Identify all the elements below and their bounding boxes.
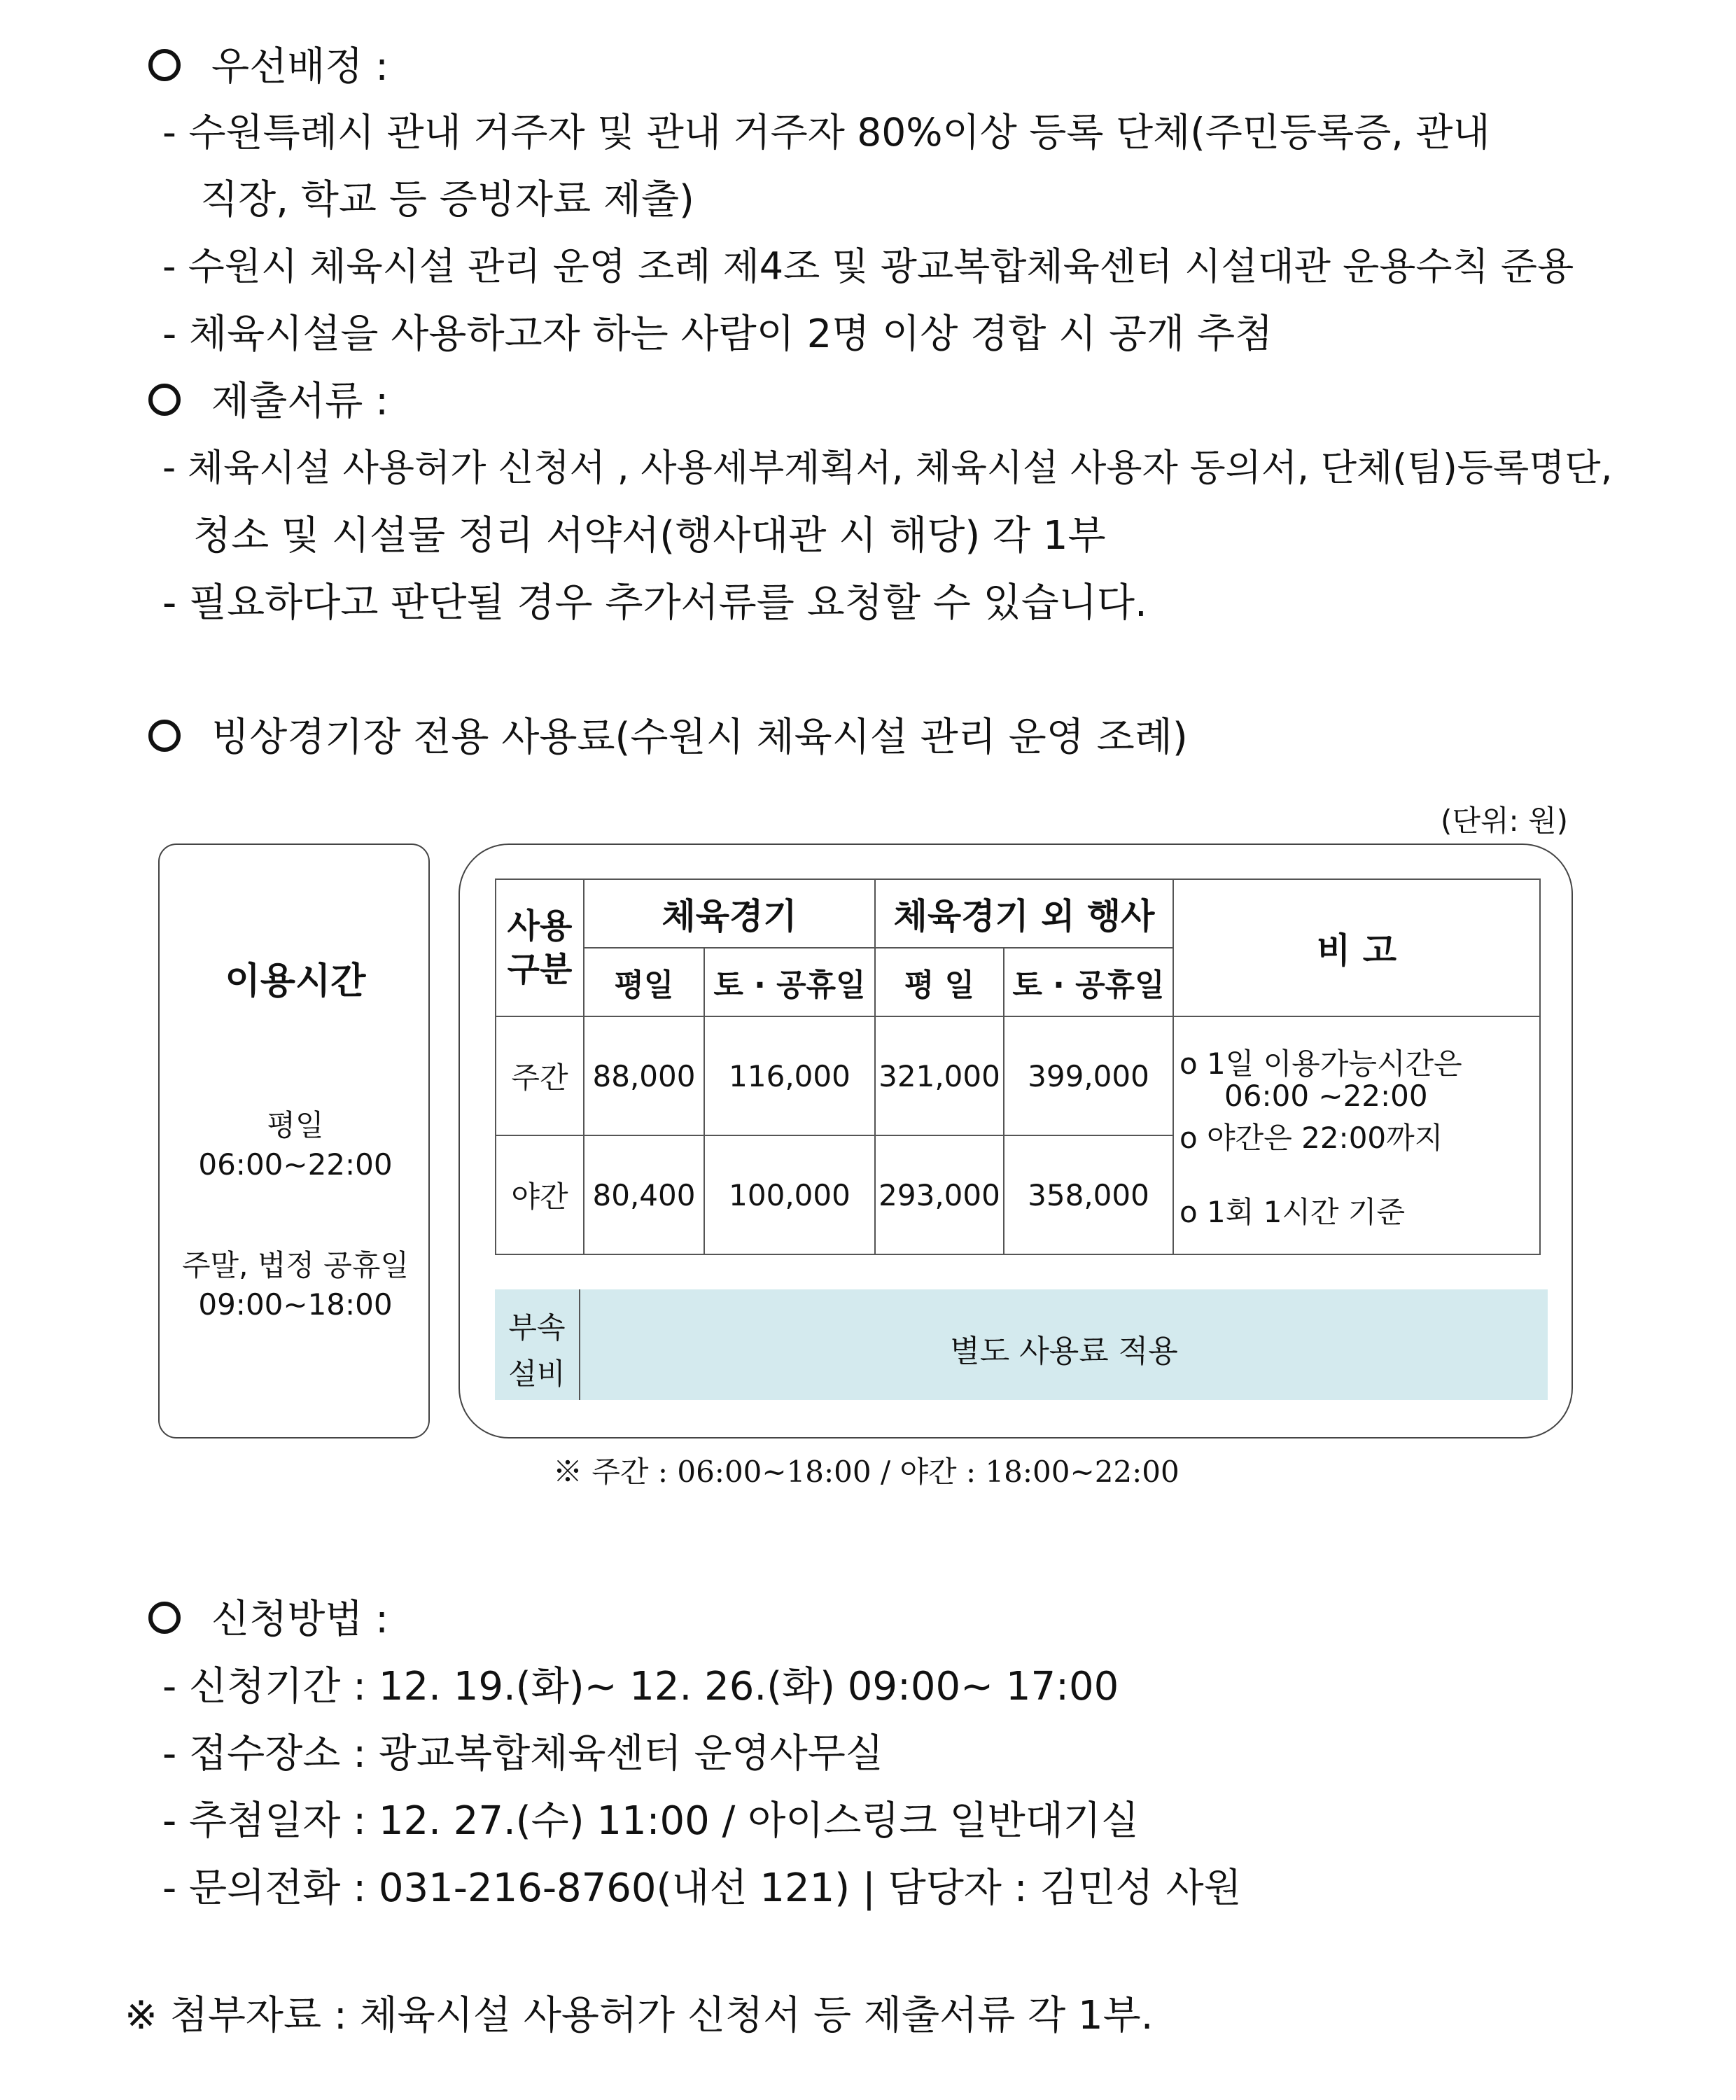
usage-weekend-time: 09:00~18:00 (198, 1287, 393, 1322)
attachment-note: ※ 첨부자료 : 체육시설 사용허가 신청서 등 제출서류 각 1부. (125, 1993, 1154, 2038)
usage-weekend-label: 주말, 법정 공휴일 (181, 1248, 410, 1282)
circle-bullet-icon (148, 720, 181, 752)
table-row (496, 1016, 1540, 1135)
table-header-row (496, 879, 1540, 948)
fee-cell: 88,000 (584, 1016, 704, 1135)
priority-line-1-cont: 직장, 학교 등 증빙자료 제출) (200, 177, 694, 223)
equipment-value: 별도 사용료 적용 (950, 1334, 1178, 1369)
time-footnote: ※ 주간 : 06:00~18:00 / 야간 : 18:00~22:00 (553, 1455, 1180, 1489)
row-label-night: 야간 (496, 1135, 584, 1254)
fee-cell: 100,000 (704, 1135, 875, 1254)
equipment-label: 부속 설비 (495, 1289, 580, 1400)
documents-line-1: - 체육시설 사용허가 신청서 , 사용세부계획서, 체육시설 사용자 동의서, 단체(팀)등록명단, (162, 447, 1613, 489)
documents-line-1-cont: 청소 및 시설물 정리 서약서(행사대관 시 해당) 각 1부 (193, 513, 1106, 559)
priority-line-1: - 수원특례시 관내 거주자 및 관내 거주자 80%이상 등록 단체(주민등록증, 관내 (162, 110, 1490, 155)
equipment-row (495, 1289, 1548, 1400)
fee-cell: 293,000 (875, 1135, 1004, 1254)
note-available-hours: o 1일 이용가능시간은 (1180, 1046, 1462, 1081)
documents-line-2: - 필요하다고 판단될 경우 추가서류를 요청할 수 있습니다. (162, 580, 1147, 626)
note-per-hour: o 1회 1시간 기준 (1180, 1195, 1406, 1229)
usage-weekday-time: 06:00~22:00 (198, 1147, 393, 1182)
apply-period: - 신청기간 : 12. 19.(화)~ 12. 26.(화) 09:00~ 17:00 (162, 1664, 1119, 1709)
sub-holiday-1: 토 · 공휴일 (704, 948, 875, 1016)
sub-holiday-2: 토 · 공휴일 (1004, 948, 1173, 1016)
section-fee-heading: 빙상경기장 전용 사용료(수원시 체육시설 관리 운영 조례) (148, 718, 1188, 757)
apply-contact: - 문의전화 : 031-216-8760(내선 121) | 담당자 : 김민성 사원 (162, 1865, 1242, 1911)
fee-cell: 399,000 (1004, 1016, 1173, 1135)
priority-line-3: - 체육시설을 사용하고자 하는 사람이 2명 이상 경합 시 공개 추첨 (162, 312, 1273, 357)
section-apply-heading: 신청방법 : (148, 1600, 388, 1639)
fee-cell: 358,000 (1004, 1135, 1173, 1254)
sub-weekday-1: 평일 (584, 948, 704, 1016)
apply-place: - 접수장소 : 광교복합체육센터 운영사무실 (162, 1731, 883, 1777)
section-priority-heading: 우선배정 : (148, 48, 388, 87)
sub-weekday-2: 평 일 (875, 948, 1004, 1016)
note-night-until: o 야간은 22:00까지 (1180, 1121, 1443, 1155)
fee-cell: 80,400 (584, 1135, 704, 1254)
note-available-hours-range: 06:00 ~22:00 (1224, 1079, 1428, 1113)
sports-game-header: 체육경기 (584, 879, 875, 948)
row-label-day: 주간 (496, 1016, 584, 1135)
remarks-cell (1173, 1016, 1540, 1254)
fee-cell: 116,000 (704, 1016, 875, 1135)
usage-time-title: 이용시간 (225, 960, 366, 1002)
usage-time-box (158, 844, 430, 1438)
remarks-header: 비 고 (1173, 879, 1540, 1016)
circle-bullet-icon (148, 49, 181, 81)
usage-weekday-label: 평일 (267, 1108, 324, 1142)
apply-draw-date: - 추첨일자 : 12. 27.(수) 11:00 / 아이스링크 일반대기실 (162, 1798, 1139, 1844)
circle-bullet-icon (148, 384, 181, 416)
section-documents-heading: 제출서류 : (148, 382, 388, 421)
unit-label: (단위: 원) (1441, 804, 1568, 838)
category-header: 사용 구분 (496, 879, 584, 1016)
circle-bullet-icon (148, 1602, 181, 1634)
fee-table (495, 878, 1541, 1255)
non-sports-event-header: 체육경기 외 행사 (875, 879, 1173, 948)
priority-line-2: - 수원시 체육시설 관리 운영 조례 제4조 및 광교복합체육센터 시설대관 운용수칙 준용 (162, 244, 1574, 288)
fee-cell: 321,000 (875, 1016, 1004, 1135)
